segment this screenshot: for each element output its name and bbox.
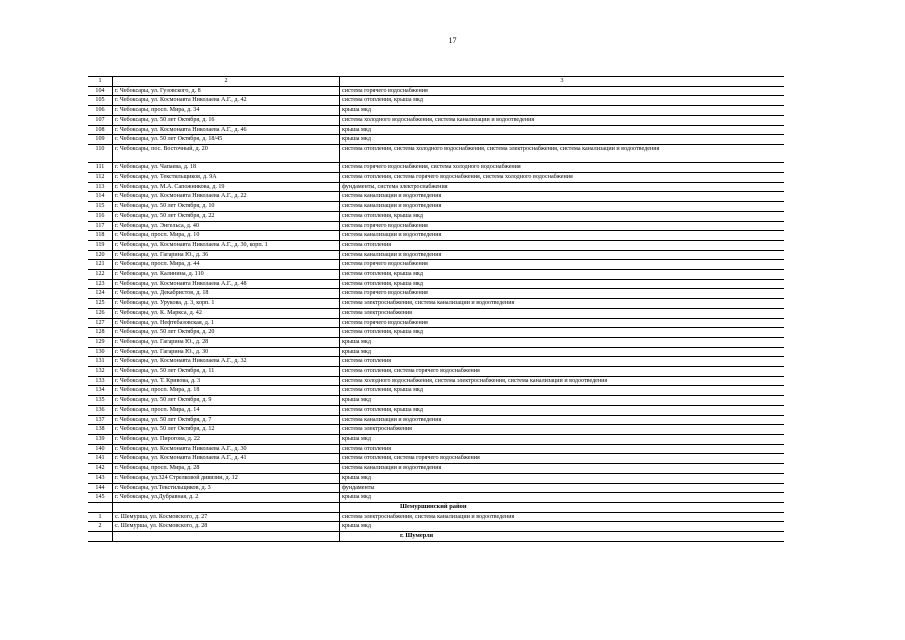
row-address: г. Чебоксары, ул. Космонавта Николаева А.Г., д. 41 xyxy=(113,454,340,464)
district-section-row xyxy=(88,502,784,512)
row-number: 107 xyxy=(88,115,113,125)
row-number: 142 xyxy=(88,464,113,474)
row-number: 140 xyxy=(88,444,113,454)
row-works: система электроснабжения xyxy=(340,425,785,435)
table-row xyxy=(88,376,784,386)
row-address: г. Чебоксары, просп. Мира, д. 44 xyxy=(113,260,340,270)
table-row xyxy=(88,454,784,464)
table-row xyxy=(88,493,784,503)
row-number: 106 xyxy=(88,106,113,116)
row-number: 120 xyxy=(88,250,113,260)
row-number: 115 xyxy=(88,202,113,212)
table-row xyxy=(88,522,784,532)
row-address: г. Чебоксары, ул. Космонавта Николаева А.Г., д. 32 xyxy=(113,357,340,367)
row-address: г. Чебоксары, ул. Космонавта Николаева А.Г., д. 30 xyxy=(113,444,340,454)
row-number: 145 xyxy=(88,493,113,503)
row-works: система электроснабжения xyxy=(340,308,785,318)
row-address: г. Чебоксары, ул. Космонавта Николаева А.Г., д. 48 xyxy=(113,279,340,289)
row-number: 108 xyxy=(88,125,113,135)
row-address: г. Чебоксары, ул. Урукова, д. 3, корп. 1 xyxy=(113,299,340,309)
row-address: г. Чебоксары, ул.Текстильщиков, д. 3 xyxy=(113,483,340,493)
row-number: 143 xyxy=(88,473,113,483)
row-address: г. Чебоксары, ул. 50 лет Октября, д. 12 xyxy=(113,425,340,435)
row-number: 129 xyxy=(88,337,113,347)
row-works: крыша мкд xyxy=(340,493,785,503)
row-number: 110 xyxy=(88,144,113,162)
row-number: 136 xyxy=(88,405,113,415)
row-works: система горячего водоснабжения xyxy=(340,289,785,299)
table-row xyxy=(88,192,784,202)
table-row xyxy=(88,144,784,162)
row-works: фундаменты xyxy=(340,483,785,493)
row-number: 141 xyxy=(88,454,113,464)
row-address: г. Чебоксары, ул. Космонавта Николаева А.Г., д. 30, корп. 1 xyxy=(113,240,340,250)
row-works: система отопления, крыша мкд xyxy=(340,386,785,396)
row-works: система холодного водоснабжения, система электроснабжения, система канализации и водоотведения xyxy=(340,376,785,386)
row-works: система отопления, система горячего водоснабжения xyxy=(340,454,785,464)
row-works: система канализации и водоотведения xyxy=(340,202,785,212)
row-works: крыша мкд xyxy=(340,396,785,406)
row-works: система канализации и водоотведения xyxy=(340,231,785,241)
table-header-row xyxy=(88,77,784,87)
row-address: г. Чебоксары, ул. Калинина, д. 110 xyxy=(113,270,340,280)
row-number: 144 xyxy=(88,483,113,493)
section-title: Шемуршинский район xyxy=(400,502,467,510)
table-row xyxy=(88,396,784,406)
row-works: крыша мкд xyxy=(340,125,785,135)
table-row xyxy=(88,483,784,493)
table-row xyxy=(88,270,784,280)
row-number: 105 xyxy=(88,96,113,106)
row-number: 131 xyxy=(88,357,113,367)
page-number: 17 xyxy=(448,36,457,45)
row-works: крыша мкд xyxy=(340,522,785,532)
row-address: г. Чебоксары, ул. 50 лет Октября, д. 22 xyxy=(113,211,340,221)
table-row xyxy=(88,240,784,250)
row-address: г. Чебоксары, ул. Гагарина Ю., д. 36 xyxy=(113,250,340,260)
table-row xyxy=(88,279,784,289)
table-row xyxy=(88,425,784,435)
row-number: 133 xyxy=(88,376,113,386)
row-address: с. Шемурша, ул. Космовского, д. 27 xyxy=(113,512,340,522)
table-row xyxy=(88,318,784,328)
row-number: 112 xyxy=(88,173,113,183)
row-number: 135 xyxy=(88,396,113,406)
table-row xyxy=(88,163,784,173)
row-works: система отопления xyxy=(340,357,785,367)
row-works: система отопления, крыша мкд xyxy=(340,405,785,415)
row-number: 117 xyxy=(88,221,113,231)
table-row xyxy=(88,221,784,231)
row-number: 137 xyxy=(88,415,113,425)
row-address: г. Чебоксары, ул. 50 лет Октября, д. 16 xyxy=(113,115,340,125)
table-row xyxy=(88,211,784,221)
row-address: г. Чебоксары, просп. Мира, д. 18 xyxy=(113,386,340,396)
table-row xyxy=(88,357,784,367)
table-row xyxy=(88,415,784,425)
row-address: г. Чебоксары, просп. Мира, д. 28 xyxy=(113,464,340,474)
row-address: г. Чебоксары, ул. Пирогова, д. 22 xyxy=(113,435,340,445)
table-row xyxy=(88,405,784,415)
row-number: 128 xyxy=(88,328,113,338)
table-row xyxy=(88,512,784,522)
row-address: г. Чебоксары, ул. Гагарина Ю., д. 28 xyxy=(113,337,340,347)
table-row xyxy=(88,308,784,318)
row-address: г. Чебоксары, ул. К. Маркса, д. 42 xyxy=(113,308,340,318)
row-works: система отопления, крыша мкд xyxy=(340,328,785,338)
row-works: система электроснабжения, система канализации и водоотведения xyxy=(340,299,785,309)
row-works: крыша мкд xyxy=(340,473,785,483)
table-row xyxy=(88,202,784,212)
row-address: г. Чебоксары, просп. Мира, д. 34 xyxy=(113,106,340,116)
row-works: система канализации и водоотведения xyxy=(340,250,785,260)
row-address: г. Чебоксары, ул. Космонавта Николаева А.Г., д. 22 xyxy=(113,192,340,202)
row-address: г. Чебоксары, ул. Нефтебазовская, д. 1 xyxy=(113,318,340,328)
row-works: система отопления, крыша мкд xyxy=(340,270,785,280)
table-row xyxy=(88,231,784,241)
row-number: 116 xyxy=(88,211,113,221)
row-address: г. Чебоксары, ул. Космонавта Николаева А.Г., д. 42 xyxy=(113,96,340,106)
row-number: 123 xyxy=(88,279,113,289)
table-row xyxy=(88,299,784,309)
row-address: г. Чебоксары, ул. Космонавта Николаева А.Г., д. 46 xyxy=(113,125,340,135)
header-col-3: 3 xyxy=(340,77,785,87)
header-col-1: 1 xyxy=(88,77,113,87)
table-row xyxy=(88,289,784,299)
row-address: г. Чебоксары, ул. Энгельса, д. 40 xyxy=(113,221,340,231)
row-number: 104 xyxy=(88,86,113,96)
row-works: система электроснабжения, система канализации и водоотведения xyxy=(340,512,785,522)
table-row xyxy=(88,444,784,454)
row-number: 127 xyxy=(88,318,113,328)
row-number: 2 xyxy=(88,522,113,532)
row-address: г. Чебоксары, ул. 50 лет Октября, д. 9 xyxy=(113,396,340,406)
row-number: 118 xyxy=(88,231,113,241)
row-works: система отопления, крыша мкд xyxy=(340,279,785,289)
table-row xyxy=(88,182,784,192)
header-col-2: 2 xyxy=(113,77,340,87)
row-works: фундаменты, система электроснабжения xyxy=(340,182,785,192)
row-works: система отопления xyxy=(340,444,785,454)
table-row xyxy=(88,135,784,145)
row-address: с. Шемурша, ул. Космовского, д. 28 xyxy=(113,522,340,532)
table-row xyxy=(88,173,784,183)
row-works: крыша мкд xyxy=(340,337,785,347)
table-row xyxy=(88,464,784,474)
row-number: 111 xyxy=(88,163,113,173)
table-row xyxy=(88,435,784,445)
section-title: г. Шумерля xyxy=(400,532,434,540)
table-row xyxy=(88,250,784,260)
row-works: система горячего водоснабжения xyxy=(340,260,785,270)
row-works: система отопления, система горячего водоснабжения xyxy=(340,367,785,377)
row-address: г. Чебоксары, ул. 50 лет Октября, д. 11 xyxy=(113,367,340,377)
row-works: система канализации и водоотведения xyxy=(340,192,785,202)
repair-table xyxy=(88,76,784,542)
row-number: 1 xyxy=(88,512,113,522)
row-works: система отопления, система холодного водоснабжения, система электроснабжения, система канализации и водоотведения xyxy=(340,144,785,162)
table-row xyxy=(88,347,784,357)
row-number: 138 xyxy=(88,425,113,435)
table-row xyxy=(88,96,784,106)
row-number: 124 xyxy=(88,289,113,299)
row-address: г. Чебоксары, просп. Мира, д. 14 xyxy=(113,405,340,415)
table-row xyxy=(88,328,784,338)
row-works: система горячего водоснабжения, система холодного водоснабжения xyxy=(340,163,785,173)
row-number: 113 xyxy=(88,182,113,192)
row-address: г. Чебоксары, ул. Т. Кривова, д. 3 xyxy=(113,376,340,386)
row-works: система отопления, крыша мкд xyxy=(340,211,785,221)
table-row xyxy=(88,337,784,347)
row-number: 114 xyxy=(88,192,113,202)
row-number: 122 xyxy=(88,270,113,280)
row-works: система горячего водоснабжения xyxy=(340,318,785,328)
table-row xyxy=(88,125,784,135)
row-works: система холодного водоснабжения, система канализации и водоотведения xyxy=(340,115,785,125)
row-address: г. Чебоксары, ул. М.А. Сапожникова, д. 19 xyxy=(113,182,340,192)
row-number: 119 xyxy=(88,240,113,250)
row-address: г. Чебоксары, ул. 50 лет Октября, д. 10 xyxy=(113,202,340,212)
row-works: крыша мкд xyxy=(340,106,785,116)
table-row xyxy=(88,386,784,396)
row-works: крыша мкд xyxy=(340,435,785,445)
table-row xyxy=(88,106,784,116)
row-address: г. Чебоксары, пос. Восточный, д. 20 xyxy=(113,144,340,162)
row-address: г. Чебоксары, ул.Дубравная, д. 2 xyxy=(113,493,340,503)
row-number: 134 xyxy=(88,386,113,396)
row-address: г. Чебоксары, ул. 50 лет Октября, д. 18/45 xyxy=(113,135,340,145)
city-section-row xyxy=(88,532,784,542)
row-number: 121 xyxy=(88,260,113,270)
row-number: 139 xyxy=(88,435,113,445)
table-row xyxy=(88,115,784,125)
row-address: г. Чебоксары, ул. Гузовского, д. 8 xyxy=(113,86,340,96)
row-works: система горячего водоснабжения xyxy=(340,221,785,231)
row-number: 126 xyxy=(88,308,113,318)
row-works: крыша мкд xyxy=(340,135,785,145)
row-address: г. Чебоксары, ул. 50 лет Октября, д. 20 xyxy=(113,328,340,338)
row-works: система отопления xyxy=(340,240,785,250)
row-number: 132 xyxy=(88,367,113,377)
table-row xyxy=(88,260,784,270)
table-row xyxy=(88,367,784,377)
row-number: 130 xyxy=(88,347,113,357)
row-address: г. Чебоксары, ул.324 Стрелковой дивизии, д. 12 xyxy=(113,473,340,483)
row-works: система горячего водоснабжения xyxy=(340,86,785,96)
row-address: г. Чебоксары, просп. Мира, д. 10 xyxy=(113,231,340,241)
row-works: система канализации и водоотведения xyxy=(340,415,785,425)
row-works: система отопления, крыша мкд xyxy=(340,96,785,106)
row-address: г. Чебоксары, ул. Декабристов, д. 18 xyxy=(113,289,340,299)
row-works: система отопления, система горячего водоснабжения, система холодного водоснабжения xyxy=(340,173,785,183)
row-address: г. Чебоксары, ул. Текстильщиков, д. 9А xyxy=(113,173,340,183)
row-address: г. Чебоксары, ул. Гагарина Ю., д. 30 xyxy=(113,347,340,357)
table-row xyxy=(88,473,784,483)
row-works: крыша мкд xyxy=(340,347,785,357)
row-address: г. Чебоксары, ул. 50 лет Октября, д. 7 xyxy=(113,415,340,425)
row-works: система канализации и водоотведения xyxy=(340,464,785,474)
row-number: 109 xyxy=(88,135,113,145)
row-number: 125 xyxy=(88,299,113,309)
row-address: г. Чебоксары, ул. Чапаева, д. 18 xyxy=(113,163,340,173)
table-row xyxy=(88,86,784,96)
